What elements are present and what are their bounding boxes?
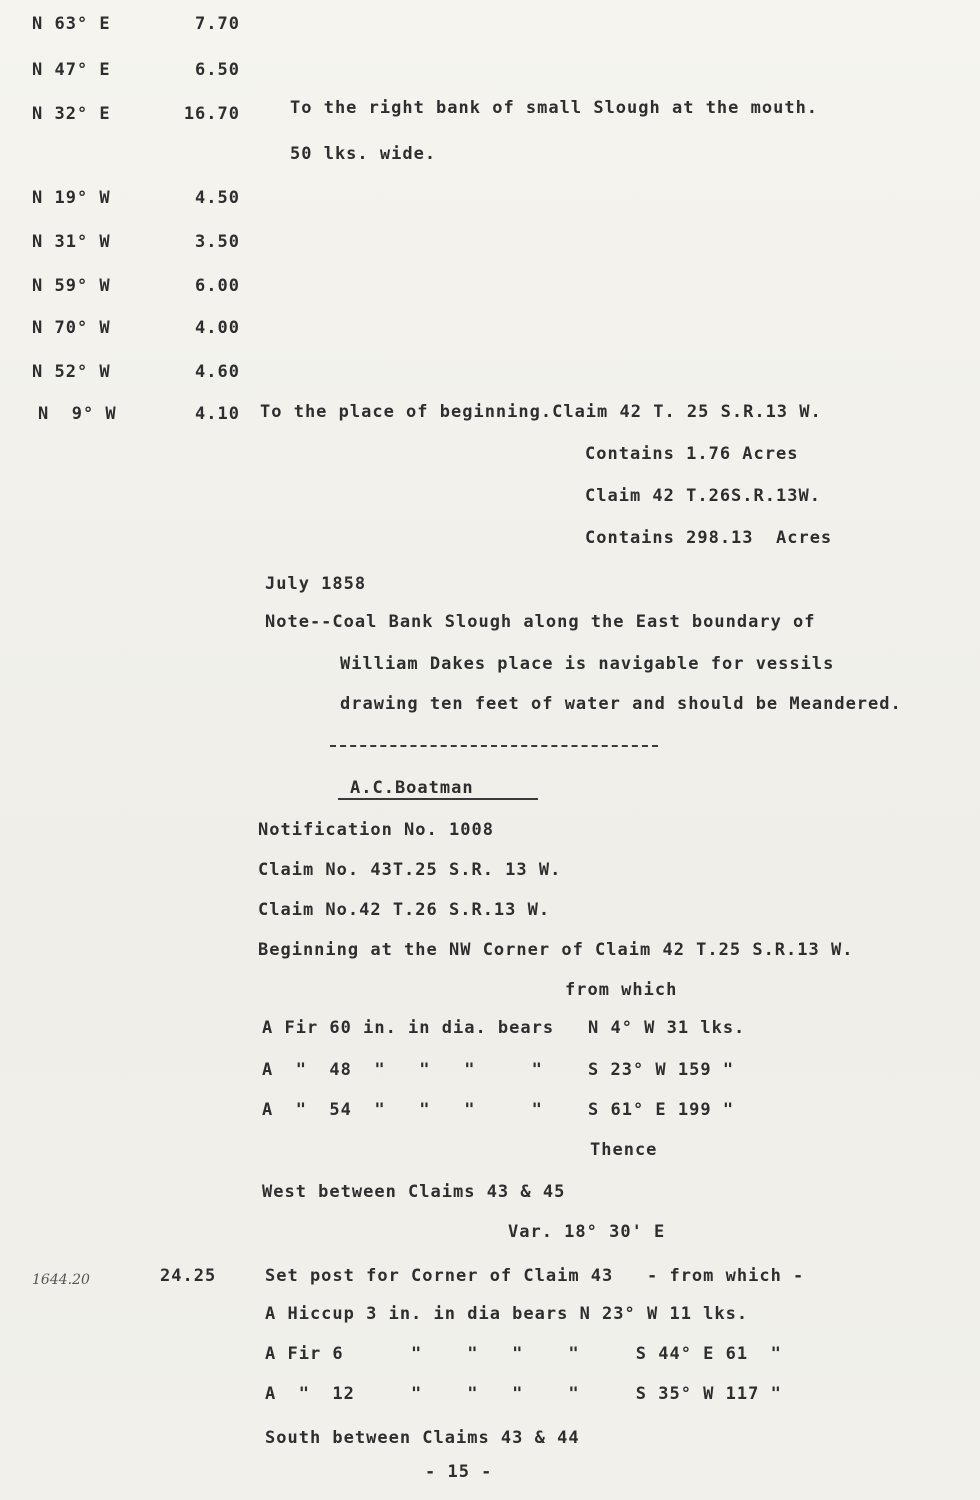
post-text: Set post for Corner of Claim 43 - from which - bbox=[265, 1266, 805, 1286]
claim-42: Claim No.42 T.26 S.R.13 W. bbox=[258, 900, 551, 920]
bearing-3: N 32° E bbox=[32, 104, 111, 124]
bearing-tree-2-left: A " 48 " " " " bbox=[262, 1060, 543, 1080]
bearing-2: N 47° E bbox=[32, 60, 111, 80]
south-line: South between Claims 43 & 44 bbox=[265, 1428, 580, 1448]
surveyor-name: A.C.Boatman bbox=[350, 778, 474, 798]
bearing-tree-5: A Fir 6 " " " " S 44° E 61 " bbox=[265, 1344, 782, 1364]
distance-2: 6.50 bbox=[195, 60, 240, 80]
bearing-tree-2-right: S 23° W 159 " bbox=[588, 1060, 735, 1080]
distance-9: 4.10 bbox=[195, 404, 240, 424]
contains-3: Contains 298.13 Acres bbox=[585, 528, 833, 548]
traverse-note-3b: 50 lks. wide. bbox=[290, 144, 437, 164]
note-line-3: drawing ten feet of water and should be Meandered. bbox=[340, 694, 902, 714]
bearing-tree-3-right: S 61° E 199 " bbox=[588, 1100, 735, 1120]
bearing-6: N 59° W bbox=[32, 276, 111, 296]
distance-1: 7.70 bbox=[195, 14, 240, 34]
notification-number: Notification No. 1008 bbox=[258, 820, 494, 840]
note-line-1: Note--Coal Bank Slough along the East boundary of bbox=[265, 612, 816, 632]
distance-7: 4.00 bbox=[195, 318, 240, 338]
bearing-tree-6: A " 12 " " " " S 35° W 117 " bbox=[265, 1384, 782, 1404]
post-distance: 24.25 bbox=[160, 1266, 217, 1286]
note-line-2: William Dakes place is navigable for vessils bbox=[340, 654, 835, 674]
variation: Var. 18° 30' E bbox=[508, 1222, 666, 1242]
distance-8: 4.60 bbox=[195, 362, 240, 382]
surveyor-underline bbox=[338, 798, 538, 800]
distance-3: 16.70 bbox=[183, 104, 240, 124]
traverse-note-3: To the right bank of small Slough at the mouth. bbox=[290, 98, 819, 118]
from-which: from which bbox=[565, 980, 678, 1000]
survey-date: July 1858 bbox=[265, 574, 367, 594]
bearing-4: N 19° W bbox=[32, 188, 111, 208]
beginning-line: Beginning at the NW Corner of Claim 42 T.25 S.R.13 W. bbox=[258, 940, 854, 960]
west-line: West between Claims 43 & 45 bbox=[262, 1182, 566, 1202]
dashed-separator bbox=[330, 745, 658, 747]
claim-43: Claim No. 43T.25 S.R. 13 W. bbox=[258, 860, 562, 880]
distance-6: 6.00 bbox=[195, 276, 240, 296]
thence: Thence bbox=[590, 1140, 658, 1160]
contains-1: Contains 1.76 Acres bbox=[585, 444, 799, 464]
bearing-9: N 9° W bbox=[38, 404, 117, 424]
bearing-tree-1-right: N 4° W 31 lks. bbox=[588, 1018, 746, 1038]
bearing-8: N 52° W bbox=[32, 362, 111, 382]
traverse-note-9: To the place of beginning.Claim 42 T. 25 S.R.13 W. bbox=[260, 402, 822, 422]
bearing-5: N 31° W bbox=[32, 232, 111, 252]
bearing-tree-4: A Hiccup 3 in. in dia bears N 23° W 11 lks. bbox=[265, 1304, 749, 1324]
bearing-1: N 63° E bbox=[32, 14, 111, 34]
bearing-tree-3-left: A " 54 " " " " bbox=[262, 1100, 543, 1120]
margin-note: 1644.20 bbox=[32, 1272, 90, 1288]
bearing-7: N 70° W bbox=[32, 318, 111, 338]
distance-4: 4.50 bbox=[195, 188, 240, 208]
contains-2: Claim 42 T.26S.R.13W. bbox=[585, 486, 821, 506]
bearing-tree-1-left: A Fir 60 in. in dia. bears bbox=[262, 1018, 555, 1038]
distance-5: 3.50 bbox=[195, 232, 240, 252]
page-number: - 15 - bbox=[425, 1462, 493, 1482]
